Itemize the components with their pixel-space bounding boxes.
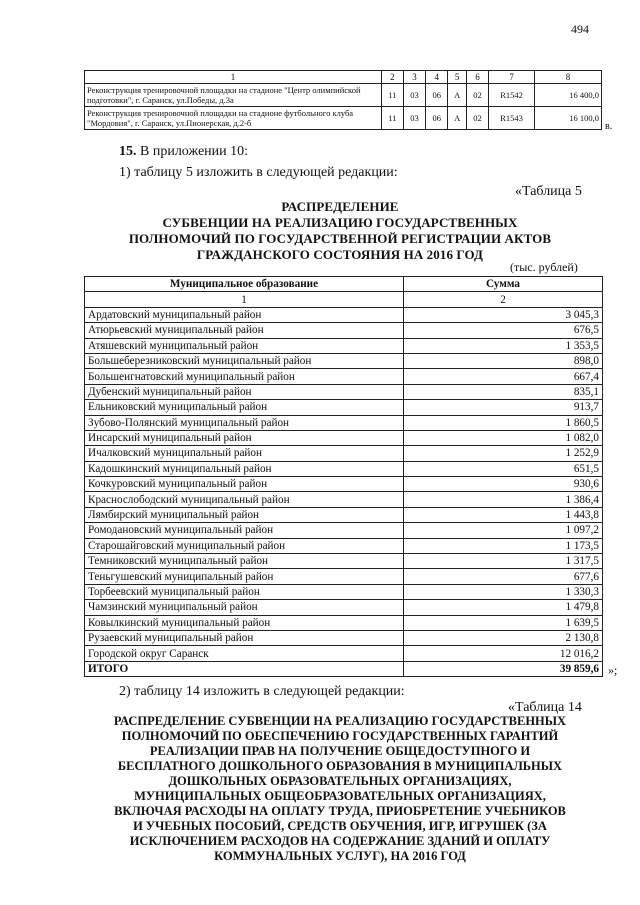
title-line: ДОШКОЛЬНЫХ ОБРАЗОВАТЕЛЬНЫХ ОРГАНИЗАЦИЯХ, — [168, 774, 512, 788]
table-row — [85, 338, 603, 353]
table-row — [85, 369, 603, 384]
table-row — [85, 84, 602, 107]
table-cell: R1543 — [489, 107, 535, 130]
column-number-row — [85, 292, 603, 307]
amount-value: 898,0 — [404, 353, 603, 368]
title-line: РАСПРЕДЕЛЕНИЕ — [281, 199, 399, 214]
table-row — [85, 600, 603, 615]
municipality-name: Чамзинский муниципальный район — [85, 600, 404, 615]
title-line: ИСКЛЮЧЕНИЕМ РАСХОДОВ НА СОДЕРЖАНИЕ ЗДАНИЙ И ОПЛАТУ — [129, 834, 551, 848]
municipality-name: Старошайговский муниципальный район — [85, 538, 404, 553]
amount-value: 2 130,8 — [404, 630, 603, 645]
table-row — [85, 523, 603, 538]
table-cell: 03 — [403, 84, 425, 107]
header-cell: 8 — [535, 71, 602, 84]
amount-value: 1 639,5 — [404, 615, 603, 630]
table-row — [85, 569, 603, 584]
table-row — [85, 492, 603, 507]
table-5-closing: »; — [608, 663, 618, 677]
amount-value: 1 173,5 — [404, 538, 603, 553]
item-1-text: 1) таблицу 5 изложить в следующей редакции: — [119, 165, 398, 180]
column-header-sum: Сумма — [404, 277, 603, 292]
municipality-name: Дубенский муниципальный район — [85, 384, 404, 399]
section-heading — [119, 144, 248, 160]
amount-value: 1 479,8 — [404, 600, 603, 615]
table-cell: 06 — [426, 84, 448, 107]
section-text: В приложении 10: — [140, 144, 249, 159]
table-cell: А — [448, 84, 466, 107]
municipality-name: Ельниковский муниципальный район — [85, 400, 404, 415]
table-row — [85, 538, 603, 553]
page-number: 494 — [571, 22, 589, 36]
total-label: ИТОГО — [85, 661, 404, 676]
table-row — [85, 477, 603, 492]
amount-value: 677,6 — [404, 569, 603, 584]
municipality-name: Ковылкинский муниципальный район — [85, 615, 404, 630]
table-row — [85, 507, 603, 522]
table-row — [85, 646, 603, 661]
header-cell: 2 — [382, 71, 404, 84]
table-row — [85, 415, 603, 430]
amount-value: 1 082,0 — [404, 430, 603, 445]
amount-cell: 16 400,0 — [535, 84, 602, 107]
table-cell: R1542 — [489, 84, 535, 107]
unit-label: (тыс. рублей) — [510, 260, 578, 274]
total-value: 39 859,6 — [404, 661, 603, 676]
continued-table — [84, 70, 602, 130]
column-number: 2 — [404, 292, 603, 307]
header-cell: 7 — [489, 71, 535, 84]
title-line: ГРАЖДАНСКОГО СОСТОЯНИЯ НА 2016 ГОД — [196, 247, 484, 262]
amount-value: 1 353,5 — [404, 338, 603, 353]
table-cell: 11 — [382, 84, 404, 107]
amount-value: 1 330,3 — [404, 584, 603, 599]
table-row — [85, 615, 603, 630]
title-line: И УЧЕБНЫХ ПОСОБИЙ, СРЕДСТВ ОБУЧЕНИЯ, ИГР, ИГРУШЕК (ЗА — [133, 819, 547, 833]
header-cell: 4 — [426, 71, 448, 84]
table-row — [85, 584, 603, 599]
amount-value: 1 443,8 — [404, 507, 603, 522]
title-line: РАСПРЕДЕЛЕНИЕ СУБВЕНЦИИ НА РЕАЛИЗАЦИЮ ГОСУДАРСТВЕННЫХ — [113, 714, 567, 728]
municipality-name: Ардатовский муниципальный район — [85, 307, 404, 322]
table-row — [85, 107, 602, 130]
municipality-name: Темниковский муниципальный район — [85, 554, 404, 569]
amount-value: 3 045,3 — [404, 307, 603, 322]
municipality-name: Большеберезниковский муниципальный район — [85, 353, 404, 368]
table-cell: 06 — [426, 107, 448, 130]
table-row — [85, 307, 603, 322]
municipality-name: Атяшевский муниципальный район — [85, 338, 404, 353]
amount-value: 930,6 — [404, 477, 603, 492]
municipality-name: Большеигнатовский муниципальный район — [85, 369, 404, 384]
title-line: РЕАЛИЗАЦИИ ПРАВ НА ПОЛУЧЕНИЕ ОБЩЕДОСТУПНОГО И — [149, 744, 531, 758]
title-line: КОММУНАЛЬНЫХ УСЛУГ), НА 2016 ГОД — [214, 849, 466, 863]
table-row — [85, 400, 603, 415]
table-cell: 03 — [403, 107, 425, 130]
amount-value: 913,7 — [404, 400, 603, 415]
table-row — [85, 353, 603, 368]
amount-cell: 16 100,0 — [535, 107, 602, 130]
amount-value: 667,4 — [404, 369, 603, 384]
table-cell: 02 — [466, 84, 488, 107]
title-line: БЕСПЛАТНОГО ДОШКОЛЬНОГО ОБРАЗОВАНИЯ В МУНИЦИПАЛЬНЫХ — [117, 759, 563, 773]
amount-value: 1 386,4 — [404, 492, 603, 507]
table-cell: А — [448, 107, 466, 130]
section-number: 15. — [119, 144, 137, 159]
amount-value: 12 016,2 — [404, 646, 603, 661]
table-14-label: «Таблица 14 — [508, 700, 582, 715]
table-5-title — [80, 199, 600, 263]
row-description: Реконструкция тренировочной площадки на стадионе "Центр олимпийской подготовки", г. Саранск, ул.Победы, д.3а — [85, 84, 382, 107]
municipality-name: Ромодановский муниципальный район — [85, 523, 404, 538]
amount-value: 651,5 — [404, 461, 603, 476]
municipality-name: Городской округ Саранск — [85, 646, 404, 661]
title-line: СУБВЕНЦИИ НА РЕАЛИЗАЦИЮ ГОСУДАРСТВЕННЫХ — [162, 215, 518, 230]
municipality-name: Теньгушевский муниципальный район — [85, 569, 404, 584]
table-header-row — [85, 277, 603, 292]
table-14-title — [60, 714, 620, 864]
title-line: ПОЛНОМОЧИЙ ПО ОБЕСПЕЧЕНИЮ ГОСУДАРСТВЕННЫХ ГАРАНТИЙ — [121, 729, 559, 743]
table-row — [85, 323, 603, 338]
closing-quote: в. — [605, 121, 613, 132]
header-cell: 3 — [403, 71, 425, 84]
amount-value: 1 252,9 — [404, 446, 603, 461]
amount-value: 676,5 — [404, 323, 603, 338]
continued-table-header — [85, 71, 602, 84]
municipality-name: Инсарский муниципальный район — [85, 430, 404, 445]
amount-value: 835,1 — [404, 384, 603, 399]
table-row — [85, 630, 603, 645]
title-line: ВКЛЮЧАЯ РАСХОДЫ НА ОПЛАТУ ТРУДА, ПРИОБРЕТЕНИЕ УЧЕБНИКОВ — [114, 804, 566, 818]
municipality-name: Атюрьевский муниципальный район — [85, 323, 404, 338]
amount-value: 1 860,5 — [404, 415, 603, 430]
header-cell: 6 — [466, 71, 488, 84]
title-line: ПОЛНОМОЧИЙ ПО ГОСУДАРСТВЕННОЙ РЕГИСТРАЦИИ АКТОВ — [128, 231, 552, 246]
item-2-text: 2) таблицу 14 изложить в следующей редакции: — [119, 684, 405, 699]
column-header-municipality: Муниципальное образование — [85, 277, 404, 292]
table-row — [85, 384, 603, 399]
header-cell: 5 — [448, 71, 466, 84]
table-row — [85, 461, 603, 476]
table-5 — [84, 276, 603, 677]
row-description: Реконструкция тренировочной площадки на стадионе футбольного клуба "Мордовия", г. Саранск, ул.Пионерская, д.2-б — [85, 107, 382, 130]
municipality-name: Кочкуровский муниципальный район — [85, 477, 404, 492]
header-cell: 1 — [85, 71, 382, 84]
amount-value: 1 097,2 — [404, 523, 603, 538]
municipality-name: Торбеевский муниципальный район — [85, 584, 404, 599]
table-cell: 02 — [466, 107, 488, 130]
amount-value: 1 317,5 — [404, 554, 603, 569]
municipality-name: Ичалковский муниципальный район — [85, 446, 404, 461]
table-row — [85, 554, 603, 569]
municipality-name: Зубово-Полянский муниципальный район — [85, 415, 404, 430]
table-row — [85, 446, 603, 461]
total-row — [85, 661, 603, 676]
title-line: МУНИЦИПАЛЬНЫХ ОБЩЕОБРАЗОВАТЕЛЬНЫХ ОРГАНИЗАЦИЯХ, — [134, 789, 546, 803]
municipality-name: Кадошкинский муниципальный район — [85, 461, 404, 476]
municipality-name: Рузаевский муниципальный район — [85, 630, 404, 645]
table-5-label: «Таблица 5 — [515, 184, 582, 199]
municipality-name: Лямбирский муниципальный район — [85, 507, 404, 522]
table-row — [85, 430, 603, 445]
municipality-name: Краснослободский муниципальный район — [85, 492, 404, 507]
column-number: 1 — [85, 292, 404, 307]
table-cell: 11 — [382, 107, 404, 130]
